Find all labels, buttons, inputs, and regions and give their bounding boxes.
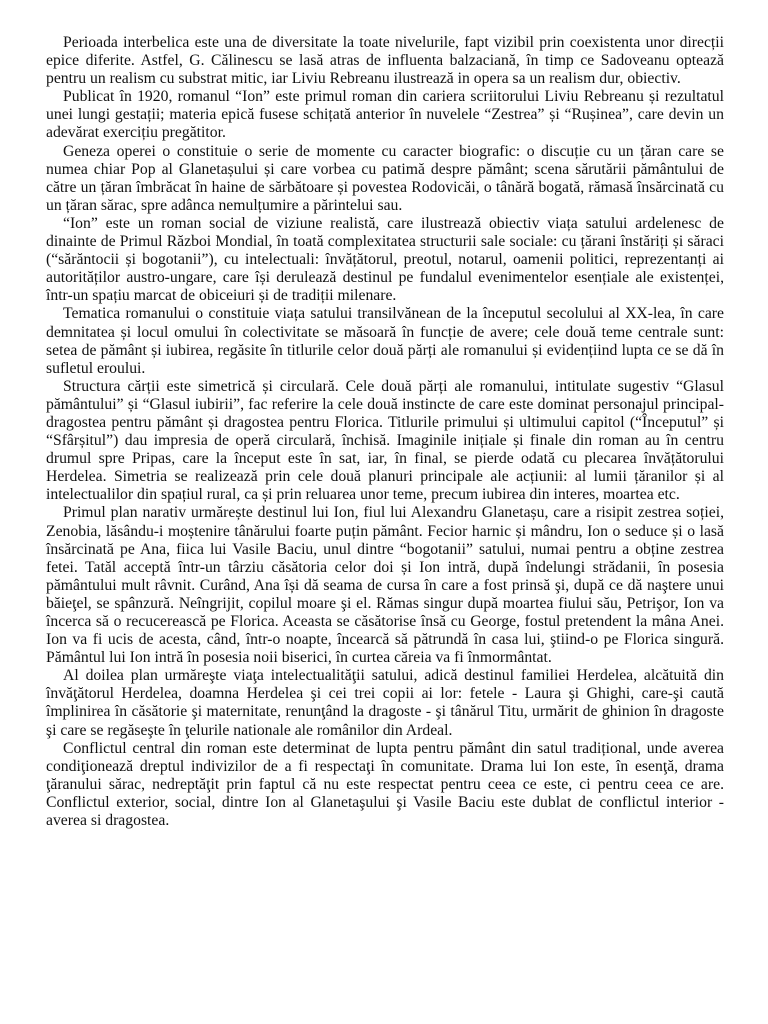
document-page [46, 34, 724, 830]
paragraph-intro: Perioada interbelica este una de diversitate la toate nivelurile, fapt vizibil prin coexistenta unor direcții epice diferite. Astfel, G. Călinescu se lasă atras de influenta balzaciană, în timp ce Sadoveanu optează pentru un realism cu substrat mitic, iar Liviu Rebreanu ilustrează in opera sa un realism dur, obiectiv. [46, 34, 724, 88]
paragraph-publication: Publicat în 1920, romanul “Ion” este primul roman din cariera scriitorului Liviu Rebreanu și rezultatul unei lungi gestații; materia epică fusese schițată anterior în nuvelele “Zestrea” și “Rușinea”, care devin un adevărat exercițiu pregătitor. [46, 88, 724, 142]
paragraph-social-novel: “Ion” este un roman social de viziune realistă, care ilustrează obiectiv viața satului ardelenesc de dinainte de Primul Război Mondial, în toată complexitatea structurii sale sociale: cu țărani înstăriți și săraci (“sărăntocii și bogotanii”), cu intelectuali: învățătorul, preotul, notarul, oamenii politici, reprezentanți ai autorităților austro-ungare, care își derulează destinul pe fundalul evenimentelor esențiale ale existenței, într-un spațiu marcat de obiceiuri și de tradiții milenare. [46, 214, 724, 305]
paragraph-second-plan: Al doilea plan urmăreşte viaţa intelectualităţii satului, adică destinul familiei Herdelea, alcătuită din învăţătorul Herdelea, doamna Herdelea şi cei trei copii ai lor: fetele - Laura şi Ghighi, care-şi caută împlinirea în căsătorie şi maternitate, renunţând la dragoste - şi tânărul Titu, urmărit de ghinion în dragoste şi care se regăseşte în ţelurile nationale ale românilor din Ardeal. [46, 667, 724, 739]
paragraph-theme: Tematica romanului o constituie viața satului transilvănean de la începutul secolului al XX-lea, în care demnitatea și locul omului în colectivitate se măsoară în funcție de avere; cele două teme centrale sunt: setea de pământ și iubirea, regăsite în titlurile celor două părți ale romanului și evidențiind lupta ce se dă în sufletul eroului. [46, 305, 724, 377]
paragraph-first-plan: Primul plan narativ urmărește destinul lui Ion, fiul lui Alexandru Glanetașu, care a risipit zestrea soției, Zenobia, lăsându-i moștenire tânărului foarte puțin pământ. Fecior harnic și mândru, Ion o seduce și o lasă însărcinată pe Ana, fiica lui Vasile Baciu, unul dintre “bogotanii” satului, numai pentru a obține zestrea fetei. Tatăl acceptă într-un târziu căsătoria celor doi și Ion intră, după îndelungi strădanii, în posesia pământului mult râvnit. Curând, Ana își dă seama de cursa în care a fost prinsă şi, după ce dă naştere unui băieţel, se spânzură. Neîngrijit, copilul moare şi el. Rămas singur după moartea fiului său, Petrişor, Ion va încerca să o recucerească pe Florica. Aceasta se căsătorise însă cu George, fostul pretendent la mâna Anei. Ion va fi ucis de acesta, când, într-o noapte, încearcă să pătrundă în casa lui, ştiind-o pe Florica singură. Pământul lui Ion intră în posesia noii biserici, în curtea căreia va fi înmormântat. [46, 504, 724, 667]
paragraph-genesis: Geneza operei o constituie o serie de momente cu caracter biografic: o discuție cu un țăran care se numea chiar Pop al Glanetașului și care vorbea cu patimă despre pământ; scena sărutării pământului de către un țăran îmbrăcat în haine de sărbătoare și povestea Rodovicăi, o tânără bogată, rămasă însărcinată cu un țăran sărac, spre adânca nemulțumire a părintelui sau. [46, 142, 724, 214]
paragraph-conflict: Conflictul central din roman este determinat de lupta pentru pământ din satul tradițional, unde averea condiţionează dreptul indivizilor de a fi respectaţi în comunitate. Drama lui Ion este, în esenţă, drama ţăranului sărac, nedreptăţit prin faptul că nu este respectat pentru ceea ce este, ci pentru ceea ce are. Conflictul exterior, social, dintre Ion al Glanetaşului şi Vasile Baciu este dublat de conflictul interior - averea si dragostea. [46, 739, 724, 830]
paragraph-structure: Structura cărții este simetrică și circulară. Cele două părți ale romanului, intitulate sugestiv “Glasul pământului” și “Glasul iubirii”, fac referire la cele două instincte de care este dominat personajul principal-dragostea pentru pământ și dragostea pentru Florica. Titlurile primului și ultimului capitol (“Începutul” și “Sfârșitul”) dau impresia de operă circulară, închisă. Imaginile inițiale și finale din roman au în centru drumul spre Pripas, care la început este în sat, iar, în final, se pierde odată cu plecarea învățătorului Herdelea. Simetria se realizează prin cele două planuri principale ale acțiunii: al lumii țăranilor și al intelectualilor din spațiul rural, ca și prin reluarea unor teme, precum iubirea din interes, moartea etc. [46, 377, 724, 504]
